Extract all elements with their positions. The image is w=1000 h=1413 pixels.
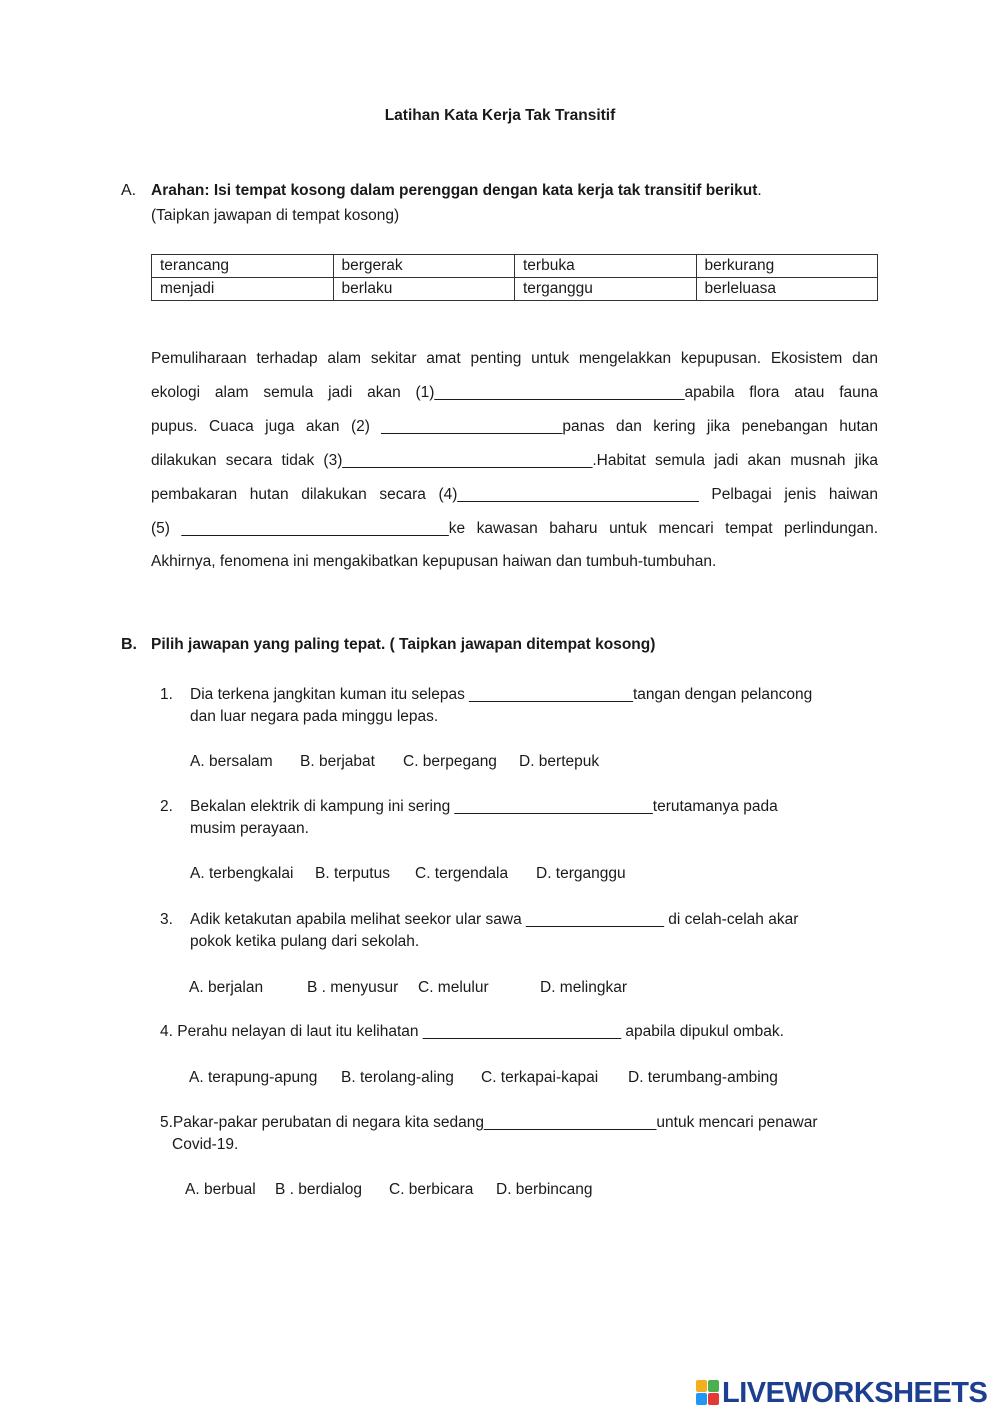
logo-text: LIVEWORKSHEETS — [722, 1377, 988, 1409]
section-a-instruction — [151, 182, 762, 200]
section-a-instruction-text: Arahan: Isi tempat kosong dalam perenggan dengan kata kerja tak transitif berikut — [151, 182, 758, 199]
question-text: pokok ketika pulang dari sekolah. — [190, 933, 420, 950]
word-bank-table — [151, 254, 878, 301]
logo-blocks-icon — [696, 1380, 720, 1406]
question-number: 1. — [160, 686, 173, 703]
option: D. terganggu — [536, 865, 626, 882]
question-number: 3. — [160, 911, 173, 928]
options-row — [185, 1181, 593, 1199]
question-text-blank[interactable]: Dia terkena jangkitan kuman itu selepas ___________________tangan dengan pelancong — [190, 686, 813, 703]
word-bank-cell: terbuka — [515, 255, 697, 278]
question-text: dan luar negara pada minggu lepas. — [190, 708, 439, 725]
options-row — [189, 1069, 778, 1087]
option: D. bertepuk — [519, 753, 600, 770]
word-bank-cell: menjadi — [152, 278, 334, 301]
option: C. melulur — [418, 979, 489, 996]
option: B. terputus — [315, 865, 390, 882]
section-b-instruction: Pilih jawapan yang paling tepat. ( Taipkan jawapan ditempat kosong) — [151, 636, 656, 653]
option: B. terolang-aling — [341, 1069, 454, 1086]
paragraph-line-blank-1[interactable]: ekologi alam semula jadi akan (1)_____________________________apabila flora atau fauna — [151, 384, 878, 401]
paragraph-line-blank-2[interactable]: pupus. Cuaca juga akan (2) _____________________panas dan kering jika penebangan hutan — [151, 418, 878, 435]
question-number: 2. — [160, 798, 173, 815]
option: B . menyusur — [307, 979, 399, 996]
section-a-instruction-end: . — [757, 182, 762, 199]
options-row — [190, 865, 626, 883]
section-a-subtitle: (Taipkan jawapan di tempat kosong) — [151, 207, 400, 224]
word-bank-cell: berleluasa — [696, 278, 878, 301]
option: A. terbengkalai — [190, 865, 294, 882]
question-text: Covid-19. — [172, 1136, 239, 1153]
word-bank-cell: terancang — [152, 255, 334, 278]
word-bank-cell: berkurang — [696, 255, 878, 278]
option: A. berjalan — [189, 979, 264, 996]
paragraph-line: Akhirnya, fenomena ini mengakibatkan kepupusan haiwan dan tumbuh-tumbuhan. — [151, 553, 717, 570]
section-a-letter: A. — [121, 182, 137, 199]
paragraph-line-blank-4[interactable]: pembakaran hutan dilakukan secara (4)____________________________ Pelbagai jenis haiwan — [151, 486, 878, 503]
option: C. tergendala — [415, 865, 509, 882]
option: C. berpegang — [403, 753, 497, 770]
option: C. berbicara — [389, 1181, 474, 1198]
option: C. terkapai-kapai — [481, 1069, 599, 1086]
word-bank-cell: berlaku — [333, 278, 515, 301]
word-bank-cell: terganggu — [515, 278, 697, 301]
option: A. berbual — [185, 1181, 256, 1198]
question-text-blank[interactable]: Adik ketakutan apabila melihat seekor ular sawa ________________ di celah-celah akar — [190, 911, 799, 928]
section-b-letter: B. — [121, 636, 137, 653]
option: B. berjabat — [300, 753, 375, 770]
worksheet-title: Latihan Kata Kerja Tak Transitif — [384, 107, 616, 124]
option: D. melingkar — [540, 979, 627, 996]
option: A. terapung-apung — [189, 1069, 318, 1086]
paragraph-line-blank-3[interactable]: dilakukan secara tidak (3)_____________________________.Habitat semula jadi akan musnah jika — [151, 452, 878, 469]
liveworksheets-logo — [696, 1376, 990, 1410]
question-text-blank[interactable]: 4. Perahu nelayan di laut itu kelihatan _______________________ apabila dipukul ombak. — [160, 1023, 784, 1040]
question-text-blank[interactable]: Bekalan elektrik di kampung ini sering _______________________terutamanya pada — [190, 798, 778, 815]
option: A. bersalam — [190, 753, 273, 770]
option: D. berbincang — [496, 1181, 593, 1198]
question-text: musim perayaan. — [190, 820, 309, 837]
options-row — [189, 979, 627, 997]
paragraph-line: Pemuliharaan terhadap alam sekitar amat penting untuk mengelakkan kepupusan. Ekosistem dan — [151, 350, 878, 367]
options-row — [190, 753, 599, 771]
option: D. terumbang-ambing — [628, 1069, 778, 1086]
option: B . berdialog — [275, 1181, 363, 1198]
question-text-blank[interactable]: 5.Pakar-pakar perubatan di negara kita sedang____________________untuk mencari penawar — [160, 1114, 818, 1131]
word-bank-row — [152, 255, 878, 278]
word-bank-cell: bergerak — [333, 255, 515, 278]
paragraph-line-blank-5[interactable]: (5) _______________________________ke kawasan baharu untuk mencari tempat perlindungan. — [151, 520, 878, 537]
word-bank-row — [152, 278, 878, 301]
